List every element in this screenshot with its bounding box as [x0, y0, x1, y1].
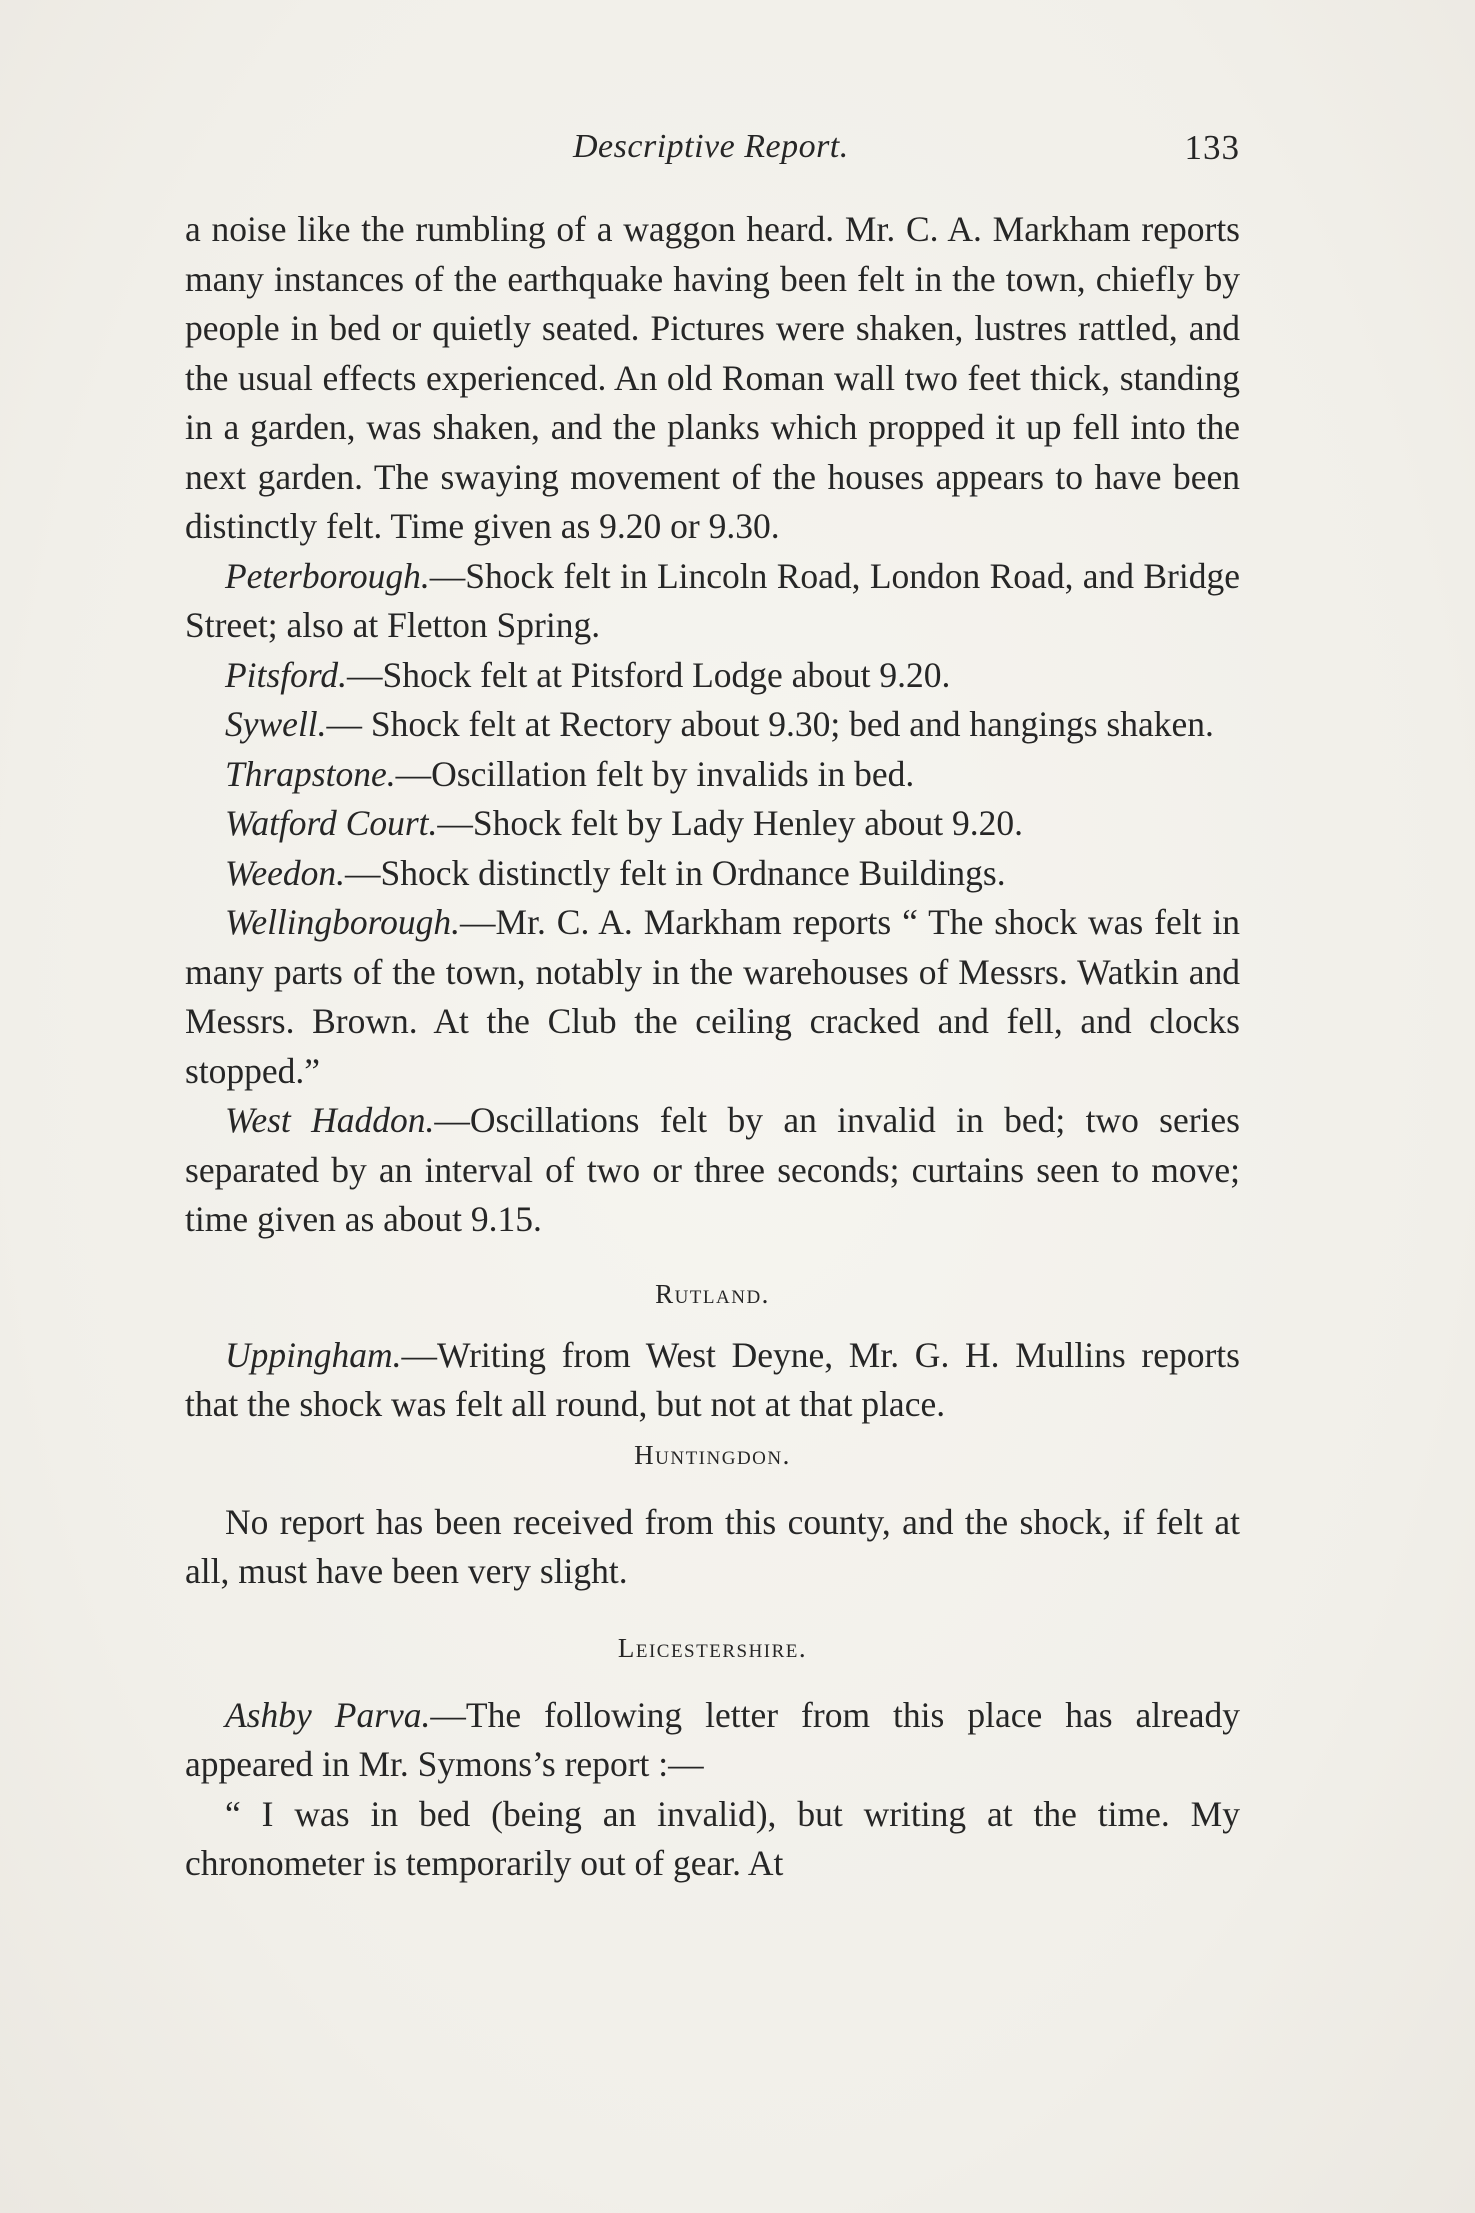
- entry-west-haddon: [185, 1096, 1240, 1245]
- section-heading-rutland: Rutland.: [655, 1278, 770, 1309]
- entry-watford-court: [185, 799, 1240, 849]
- place-name: Peterborough.: [225, 555, 430, 596]
- running-head: Descriptive Report.: [573, 128, 849, 165]
- entry-text: — Shock felt at Rectory about 9.30; bed and hangings shaken.: [326, 704, 1214, 744]
- place-name: Watford Court.: [225, 803, 438, 843]
- entry-text: —Writing from West Deyne, Mr. G. H. Mullins reports that the shock was felt all round, but not at that place.: [185, 1334, 1240, 1424]
- place-name: Uppingham.: [225, 1334, 402, 1375]
- place-name: Sywell.: [225, 704, 327, 744]
- page-header: [185, 128, 1240, 178]
- entry-text: —Shock felt by Lady Henley about 9.20.: [437, 803, 1024, 843]
- entry-sywell: [185, 700, 1240, 750]
- section-heading-leicestershire: Leicestershire.: [617, 1632, 808, 1663]
- entry-text: —Shock felt in Lincoln Road, London Road, and Bridge Street; also at Fletton Spring.: [185, 555, 1240, 645]
- entry-wellingborough: [185, 898, 1240, 1096]
- paragraph-continuation: [185, 205, 1240, 552]
- entry-text: —Mr. C. A. Markham reports “ The shock was felt in many parts of the town, notably in the warehouses of Messrs. Watkin and Messrs. Brown. At the Club the ceiling cracked and fell, and clocks stopped.”: [185, 902, 1240, 1091]
- entry-thrapstone: [185, 750, 1240, 800]
- entry-text: —Shock felt at Pitsford Lodge about 9.20.: [346, 654, 951, 695]
- entry-pitsford: [185, 651, 1240, 701]
- page-number: 133: [1184, 128, 1240, 167]
- entry-text: —Oscillations felt by an invalid in bed; two series separated by an interval of two or three seconds; curtains seen to move; time given as about 9.15.: [185, 1100, 1240, 1239]
- quote-text: “ I was in bed (being an invalid), but writing at the time. My chronometer is temporarily out of gear. At: [185, 1793, 1240, 1883]
- paragraph-text: a noise like the rumbling of a waggon heard. Mr. C. A. Markham reports many instances of the earthquake having been felt in the town, chiefly by people in bed or quietly seated. Pictures were shaken, lustres rattled, and the usual effects experienced. An old Roman wall two feet thick, standing in a garden, was shaken, and the planks which propped it up fell into the next garden. The swaying movement of the houses appears to have been distinctly felt. Time given as 9.20 or 9.30.: [185, 209, 1240, 546]
- entry-text: —The following letter from this place has already appeared in Mr. Symons’s report :—: [185, 1694, 1240, 1784]
- place-name: West Haddon.: [225, 1100, 435, 1140]
- place-name: Ashby Parva.: [225, 1694, 431, 1735]
- paragraph-text: No report has been received from this county, and the shock, if felt at all, must have been very slight.: [185, 1501, 1240, 1591]
- place-name: Thrapstone.: [225, 753, 396, 794]
- section-heading-huntingdon: Huntingdon.: [634, 1439, 791, 1470]
- entry-text: —Shock distinctly felt in Ordnance Buildings.: [344, 852, 1006, 893]
- page-body: [185, 205, 1240, 1889]
- entry-ashby-parva: [185, 1691, 1240, 1790]
- entry-weedon: [185, 849, 1240, 899]
- entry-text: —Oscillation felt by invalids in bed.: [395, 753, 915, 794]
- place-name: Pitsford.: [225, 654, 347, 695]
- entry-uppingham: [185, 1331, 1240, 1430]
- place-name: Wellingborough.: [225, 902, 461, 942]
- paragraph-huntingdon: [185, 1498, 1240, 1597]
- place-name: Weedon.: [225, 852, 345, 893]
- entry-peterborough: [185, 552, 1240, 651]
- quoted-letter: [185, 1790, 1240, 1889]
